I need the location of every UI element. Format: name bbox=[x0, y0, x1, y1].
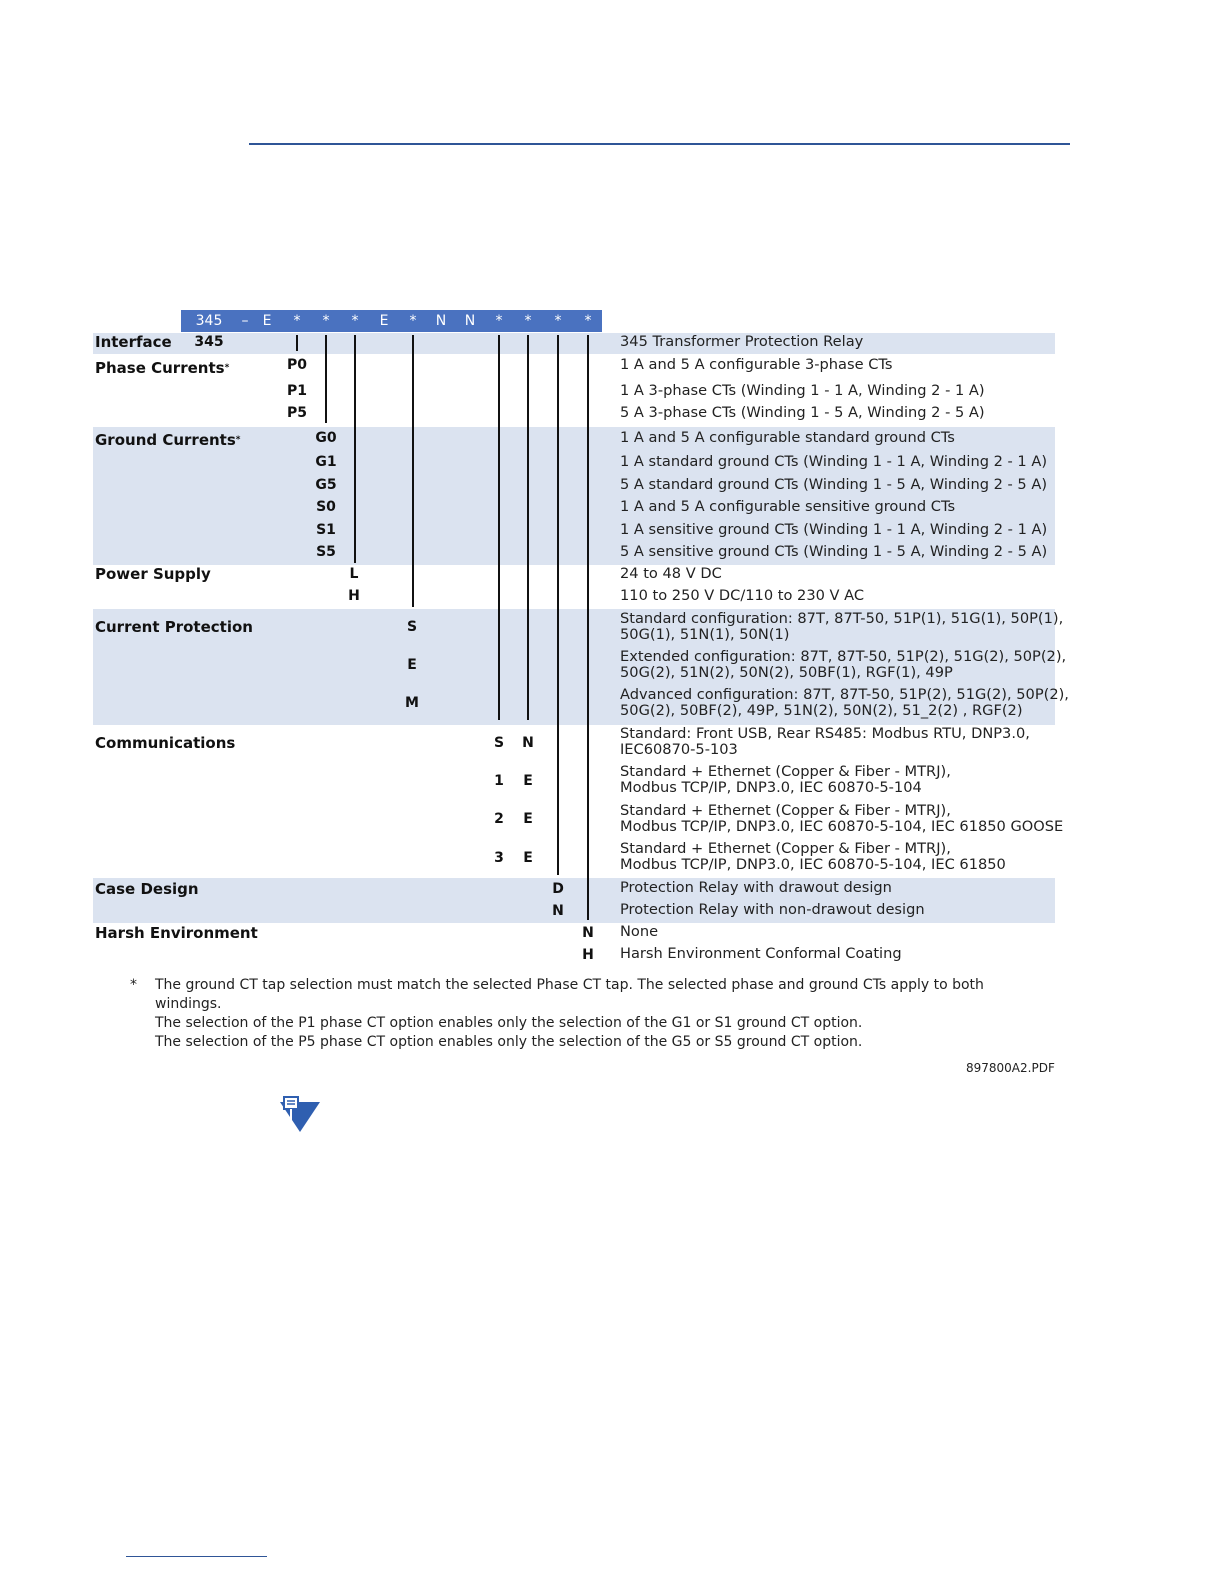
option-description: 5 A standard ground CTs (Winding 1 - 5 A, Winding 2 - 5 A) bbox=[620, 476, 1048, 493]
option-description: 345 Transformer Protection Relay bbox=[620, 333, 864, 350]
option-code: 2 bbox=[494, 811, 504, 827]
option-code: E bbox=[523, 773, 533, 789]
option-code: P5 bbox=[286, 405, 308, 421]
option-description: Protection Relay with drawout design bbox=[620, 879, 892, 896]
figure-id: 897800A2.PDF bbox=[966, 1061, 1055, 1075]
option-code: S bbox=[493, 735, 505, 751]
section-ground-currents: Ground Currents* bbox=[95, 431, 241, 449]
option-code: G5 bbox=[315, 477, 337, 493]
option-code: P1 bbox=[286, 383, 308, 399]
footer-rule bbox=[126, 1556, 267, 1557]
header-code: * bbox=[293, 313, 301, 329]
option-code: H bbox=[348, 588, 360, 604]
option-code: S5 bbox=[316, 544, 336, 560]
header-code: N bbox=[435, 313, 447, 329]
option-description: Standard configuration: 87T, 87T-50, 51P(1), 51G(1), 50P(1), 50G(1), 51N(1), 50N(1) bbox=[620, 610, 1064, 643]
option-code: G1 bbox=[315, 454, 337, 470]
header-code: * bbox=[584, 313, 592, 329]
header-code: E bbox=[379, 313, 389, 329]
option-description: 1 A and 5 A configurable standard ground CTs bbox=[620, 429, 955, 446]
option-code: N bbox=[522, 735, 534, 751]
option-code: M bbox=[405, 695, 419, 711]
option-code: D bbox=[552, 881, 564, 897]
option-description: Protection Relay with non-drawout design bbox=[620, 901, 925, 918]
option-code: S0 bbox=[316, 499, 336, 515]
option-description: Standard + Ethernet (Copper & Fiber - MTRJ), Modbus TCP/IP, DNP3.0, IEC 60870-5-104 bbox=[620, 763, 951, 796]
option-code: L bbox=[349, 566, 359, 582]
option-description: 24 to 48 V DC bbox=[620, 565, 722, 582]
column-bar bbox=[412, 335, 414, 607]
header-rule bbox=[249, 143, 1070, 145]
option-description: Standard + Ethernet (Copper & Fiber - MTRJ), Modbus TCP/IP, DNP3.0, IEC 60870-5-104, IEC 61850 bbox=[620, 840, 1006, 873]
section-current-protection: Current Protection bbox=[95, 618, 253, 636]
option-code: N bbox=[552, 903, 564, 919]
option-description: None bbox=[620, 923, 659, 940]
option-description: Extended configuration: 87T, 87T-50, 51P(2), 51G(2), 50P(2), 50G(2), 51N(2), 50N(2), 50BF(1), RGF(1), 49P bbox=[620, 648, 1067, 681]
option-code: G0 bbox=[315, 430, 337, 446]
section-case-design: Case Design bbox=[95, 880, 199, 898]
section-power-supply: Power Supply bbox=[95, 565, 211, 583]
header-code: 345 bbox=[195, 313, 223, 329]
option-description: Advanced configuration: 87T, 87T-50, 51P(2), 51G(2), 50P(2), 50G(2), 50BF(2), 49P, 51N(2), 50N(2), 51_2(2) , RGF(2) bbox=[620, 686, 1069, 719]
column-bar bbox=[527, 335, 529, 720]
option-description: Standard + Ethernet (Copper & Fiber - MTRJ), Modbus TCP/IP, DNP3.0, IEC 60870-5-104, IEC 61850 GOOSE bbox=[620, 802, 1064, 835]
header-code: * bbox=[554, 313, 562, 329]
section-communications: Communications bbox=[95, 734, 236, 752]
header-code: E bbox=[262, 313, 272, 329]
option-description: 1 A sensitive ground CTs (Winding 1 - 1 A, Winding 2 - 1 A) bbox=[620, 521, 1048, 538]
column-bar bbox=[325, 335, 327, 423]
header-code: – bbox=[241, 313, 249, 329]
option-code: 3 bbox=[494, 850, 504, 866]
option-code: S1 bbox=[316, 522, 336, 538]
header-code: * bbox=[409, 313, 417, 329]
option-description: Standard: Front USB, Rear RS485: Modbus RTU, DNP3.0, IEC60870-5-103 bbox=[620, 725, 1030, 758]
header-code: * bbox=[351, 313, 359, 329]
column-bar bbox=[296, 335, 298, 351]
footnote: The ground CT tap selection must match the selected Phase CT tap. The selected phase and ground CTs apply to both windings. The selection of the P1 phase CT option enables only the selection of the G1 or S1 ground CT option. The selection of the P5 phase CT option enables only the selection of the G5 or S5 ground CT option. bbox=[155, 977, 984, 1050]
option-description: 110 to 250 V DC/110 to 230 V AC bbox=[620, 587, 865, 604]
option-code: E bbox=[407, 657, 417, 673]
note-icon bbox=[276, 1096, 322, 1134]
column-bar bbox=[557, 335, 559, 875]
header-code: * bbox=[495, 313, 503, 329]
header-code: * bbox=[322, 313, 330, 329]
option-description: 5 A sensitive ground CTs (Winding 1 - 5 A, Winding 2 - 5 A) bbox=[620, 543, 1048, 560]
option-code: H bbox=[582, 947, 594, 963]
column-bar bbox=[354, 335, 356, 563]
option-code: E bbox=[523, 811, 533, 827]
option-description: 1 A and 5 A configurable 3-phase CTs bbox=[620, 356, 893, 373]
option-code: S bbox=[406, 619, 418, 635]
column-bar bbox=[587, 335, 589, 920]
column-bar bbox=[498, 335, 500, 720]
option-code: P0 bbox=[286, 357, 308, 373]
option-code: 345 bbox=[194, 334, 224, 350]
option-description: 1 A 3-phase CTs (Winding 1 - 1 A, Winding 2 - 1 A) bbox=[620, 382, 985, 399]
footnote-marker: * bbox=[130, 977, 137, 993]
header-code: * bbox=[524, 313, 532, 329]
section-interface: Interface bbox=[95, 333, 172, 351]
option-code: E bbox=[523, 850, 533, 866]
option-code: 1 bbox=[494, 773, 504, 789]
option-code: N bbox=[582, 925, 594, 941]
option-description: 1 A and 5 A configurable sensitive ground CTs bbox=[620, 498, 956, 515]
option-description: 1 A standard ground CTs (Winding 1 - 1 A, Winding 2 - 1 A) bbox=[620, 453, 1048, 470]
section-harsh-environment: Harsh Environment bbox=[95, 924, 258, 942]
option-description: Harsh Environment Conformal Coating bbox=[620, 945, 902, 962]
section-phase-currents: Phase Currents* bbox=[95, 359, 230, 377]
band-interface bbox=[93, 333, 1055, 354]
option-description: 5 A 3-phase CTs (Winding 1 - 5 A, Winding 2 - 5 A) bbox=[620, 404, 985, 421]
header-code: N bbox=[464, 313, 476, 329]
